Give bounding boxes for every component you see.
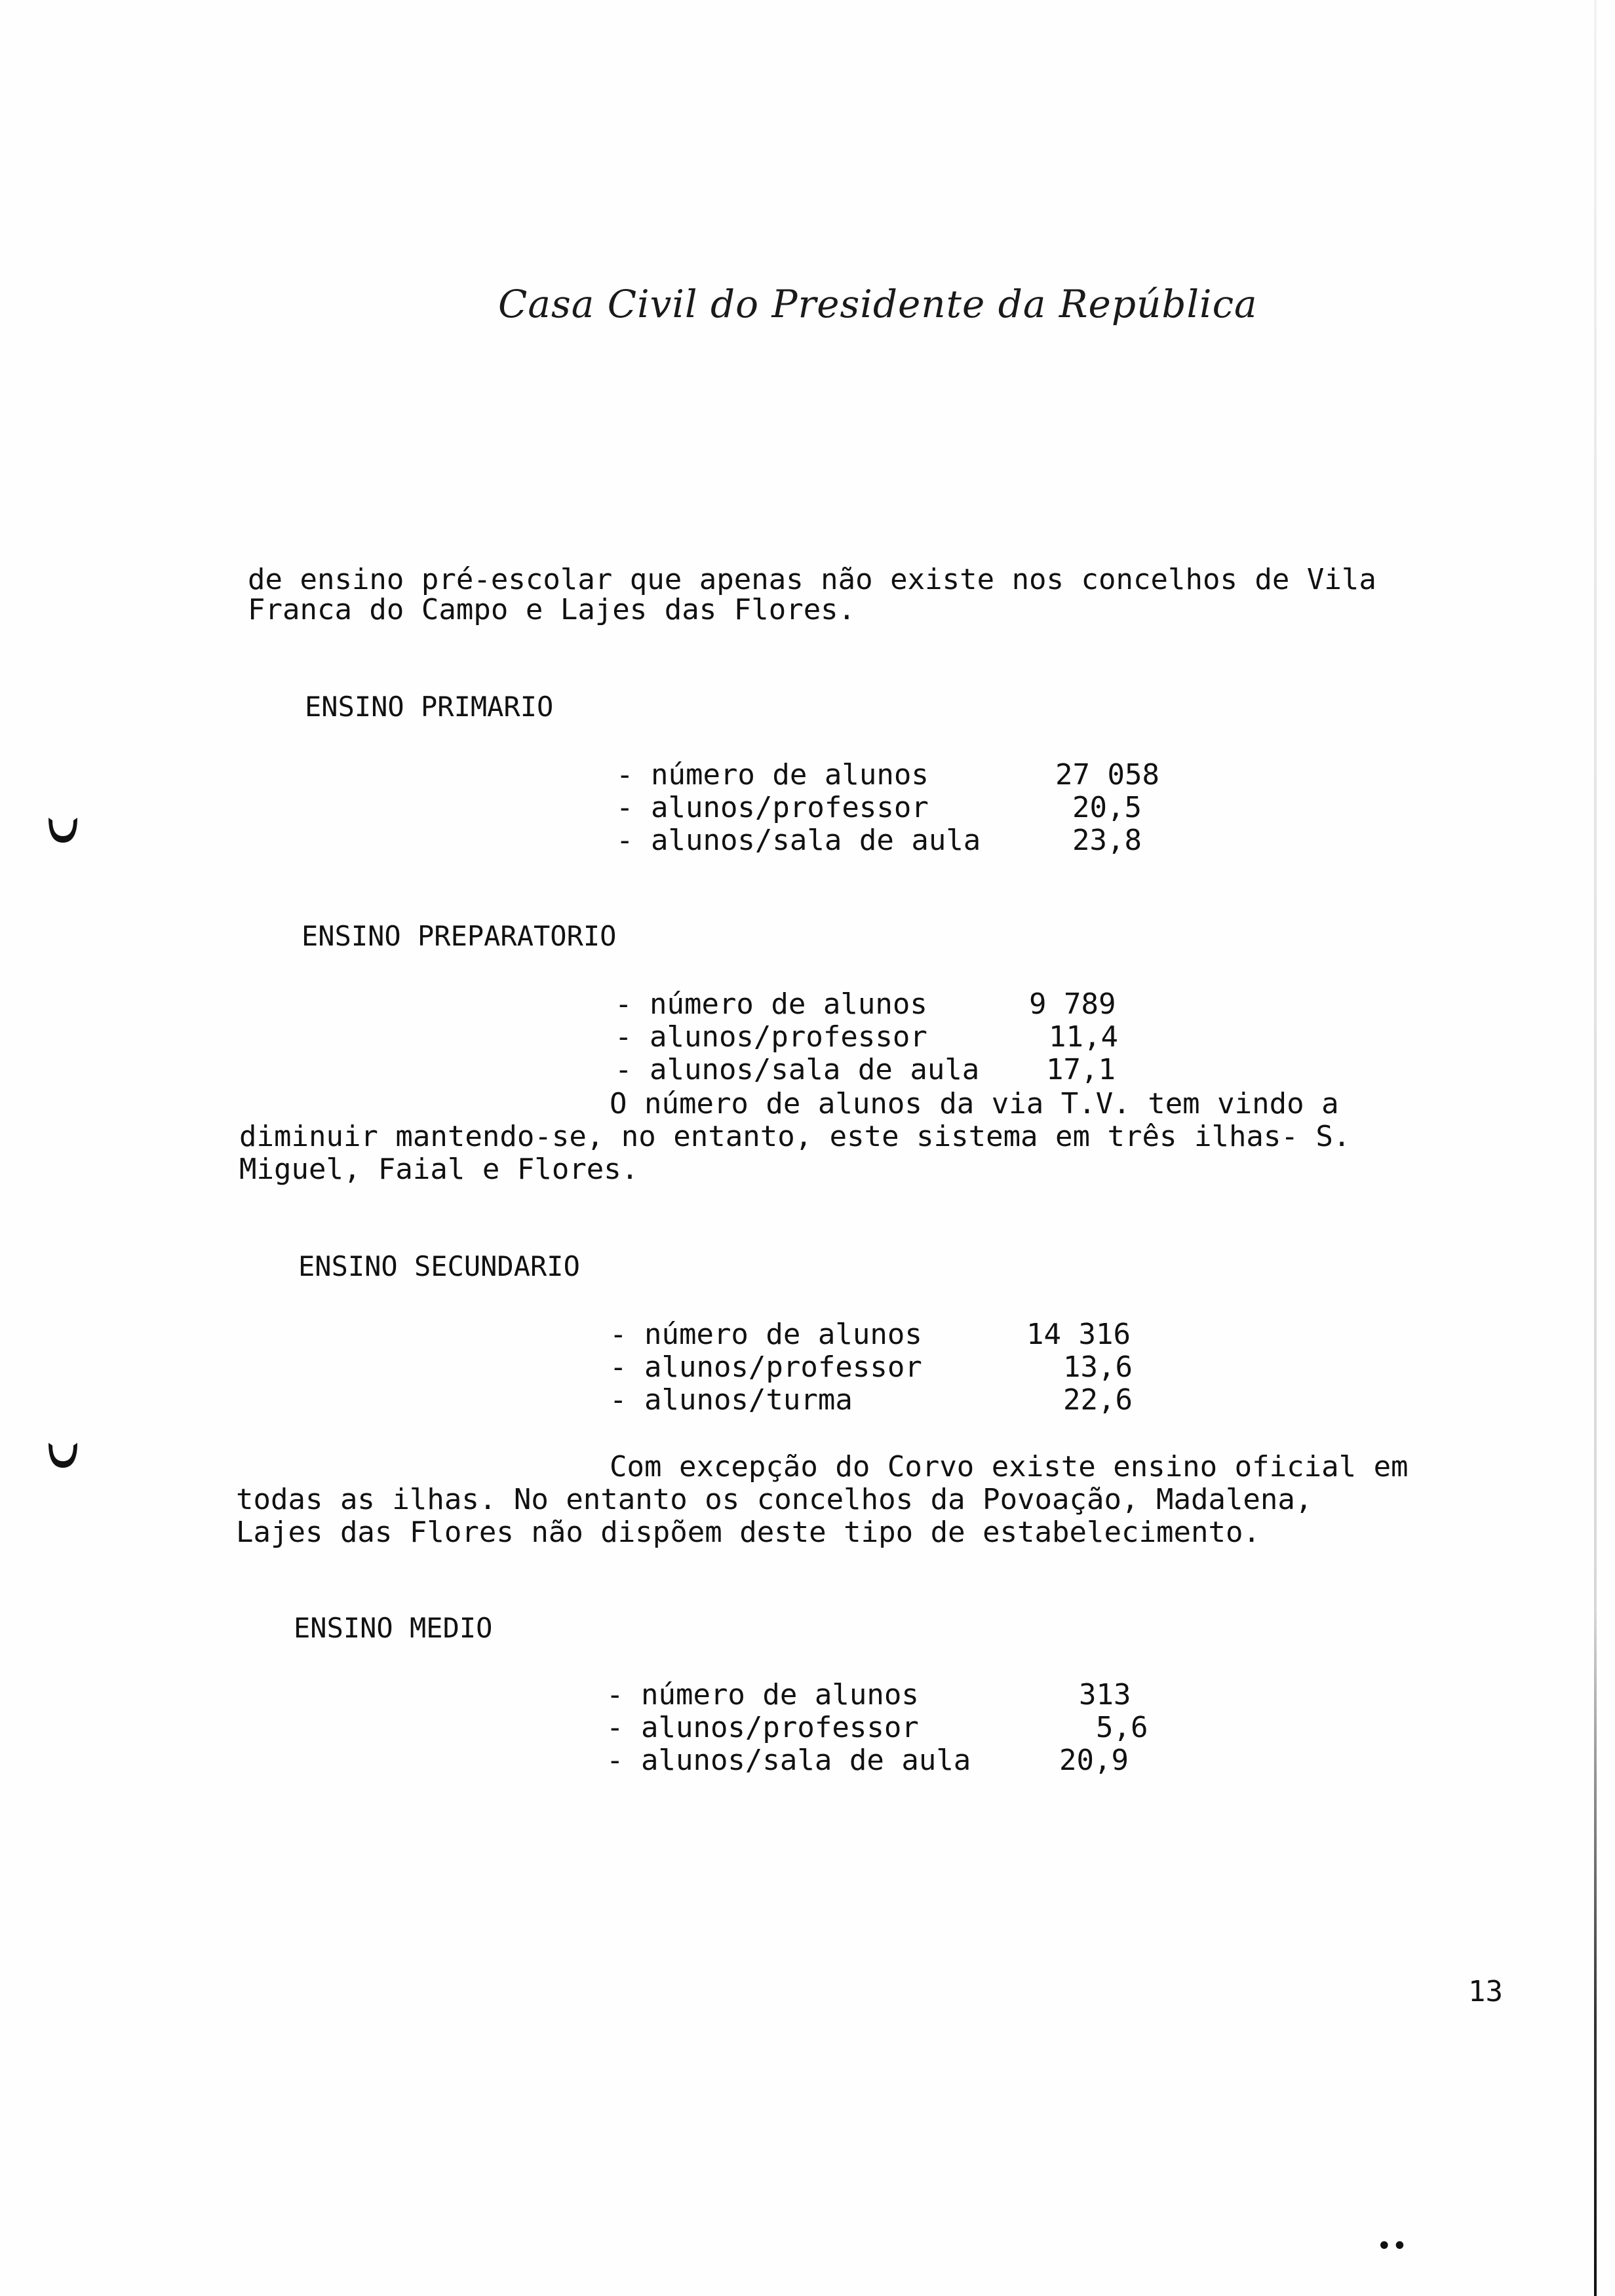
stat-label: - número de alunos — [615, 987, 927, 1021]
preparatorio-note-line-3: Miguel, Faial e Flores. — [239, 1153, 639, 1186]
stat-label: - alunos/sala de aula — [606, 1744, 971, 1777]
heading-ensino-secundario: ENSINO SECUNDARIO — [298, 1250, 580, 1282]
stat-value: 27 058 — [1055, 758, 1159, 792]
stat-value: 20,5 — [1072, 791, 1142, 824]
stat-label: - alunos/turma — [610, 1383, 853, 1417]
stat-value: 14 316 — [1026, 1318, 1131, 1351]
page-number: 13 — [1468, 1975, 1503, 2008]
stat-value: 23,8 — [1072, 824, 1142, 857]
stat-label: - alunos/professor — [616, 791, 929, 824]
stat-label: - alunos/sala de aula — [616, 824, 981, 857]
stat-value: 5,6 — [1096, 1711, 1148, 1744]
stat-label: - número de alunos — [606, 1678, 919, 1712]
letterhead: Casa Civil do Presidente da República — [498, 282, 1258, 326]
page-edge-line — [1594, 0, 1597, 2296]
footer-marks: •• — [1376, 2231, 1408, 2261]
stat-value: 313 — [1079, 1678, 1131, 1712]
stat-label: - alunos/professor — [606, 1711, 919, 1744]
stat-label: - alunos/sala de aula — [615, 1053, 980, 1086]
heading-ensino-medio: ENSINO MEDIO — [294, 1612, 493, 1644]
stat-label: - alunos/professor — [615, 1020, 927, 1054]
heading-ensino-primario: ENSINO PRIMARIO — [305, 691, 554, 723]
stat-value: 17,1 — [1046, 1053, 1116, 1086]
preparatorio-note-line-2: diminuir mantendo-se, no entanto, este sistema em três ilhas- S. — [239, 1120, 1351, 1153]
secundario-note-line-2: todas as ilhas. No entanto os concelhos da Povoação, Madalena, — [236, 1483, 1313, 1516]
intro-line-1: de ensino pré-escolar que apenas não existe nos concelhos de Vila — [248, 563, 1376, 596]
stat-value: 11,4 — [1049, 1020, 1118, 1054]
preparatorio-note-line-1: O número de alunos da via T.V. tem vindo a — [610, 1087, 1339, 1120]
stat-value: 9 789 — [1029, 987, 1116, 1021]
secundario-note-line-3: Lajes das Flores não dispõem deste tipo de estabelecimento. — [236, 1516, 1260, 1549]
stat-value: 22,6 — [1063, 1383, 1133, 1417]
stat-label: - alunos/professor — [610, 1350, 922, 1384]
heading-ensino-preparatorio: ENSINO PREPARATORIO — [302, 920, 617, 952]
stat-value: 20,9 — [1059, 1744, 1129, 1777]
punch-hole-icon — [43, 1435, 83, 1474]
secundario-note-line-1: Com excepção do Corvo existe ensino oficial em — [610, 1450, 1409, 1483]
stat-value: 13,6 — [1063, 1350, 1133, 1384]
stat-label: - número de alunos — [610, 1318, 922, 1351]
punch-hole-icon — [43, 810, 83, 849]
intro-line-2: Franca do Campo e Lajes das Flores. — [248, 593, 856, 626]
stat-label: - número de alunos — [616, 758, 929, 792]
